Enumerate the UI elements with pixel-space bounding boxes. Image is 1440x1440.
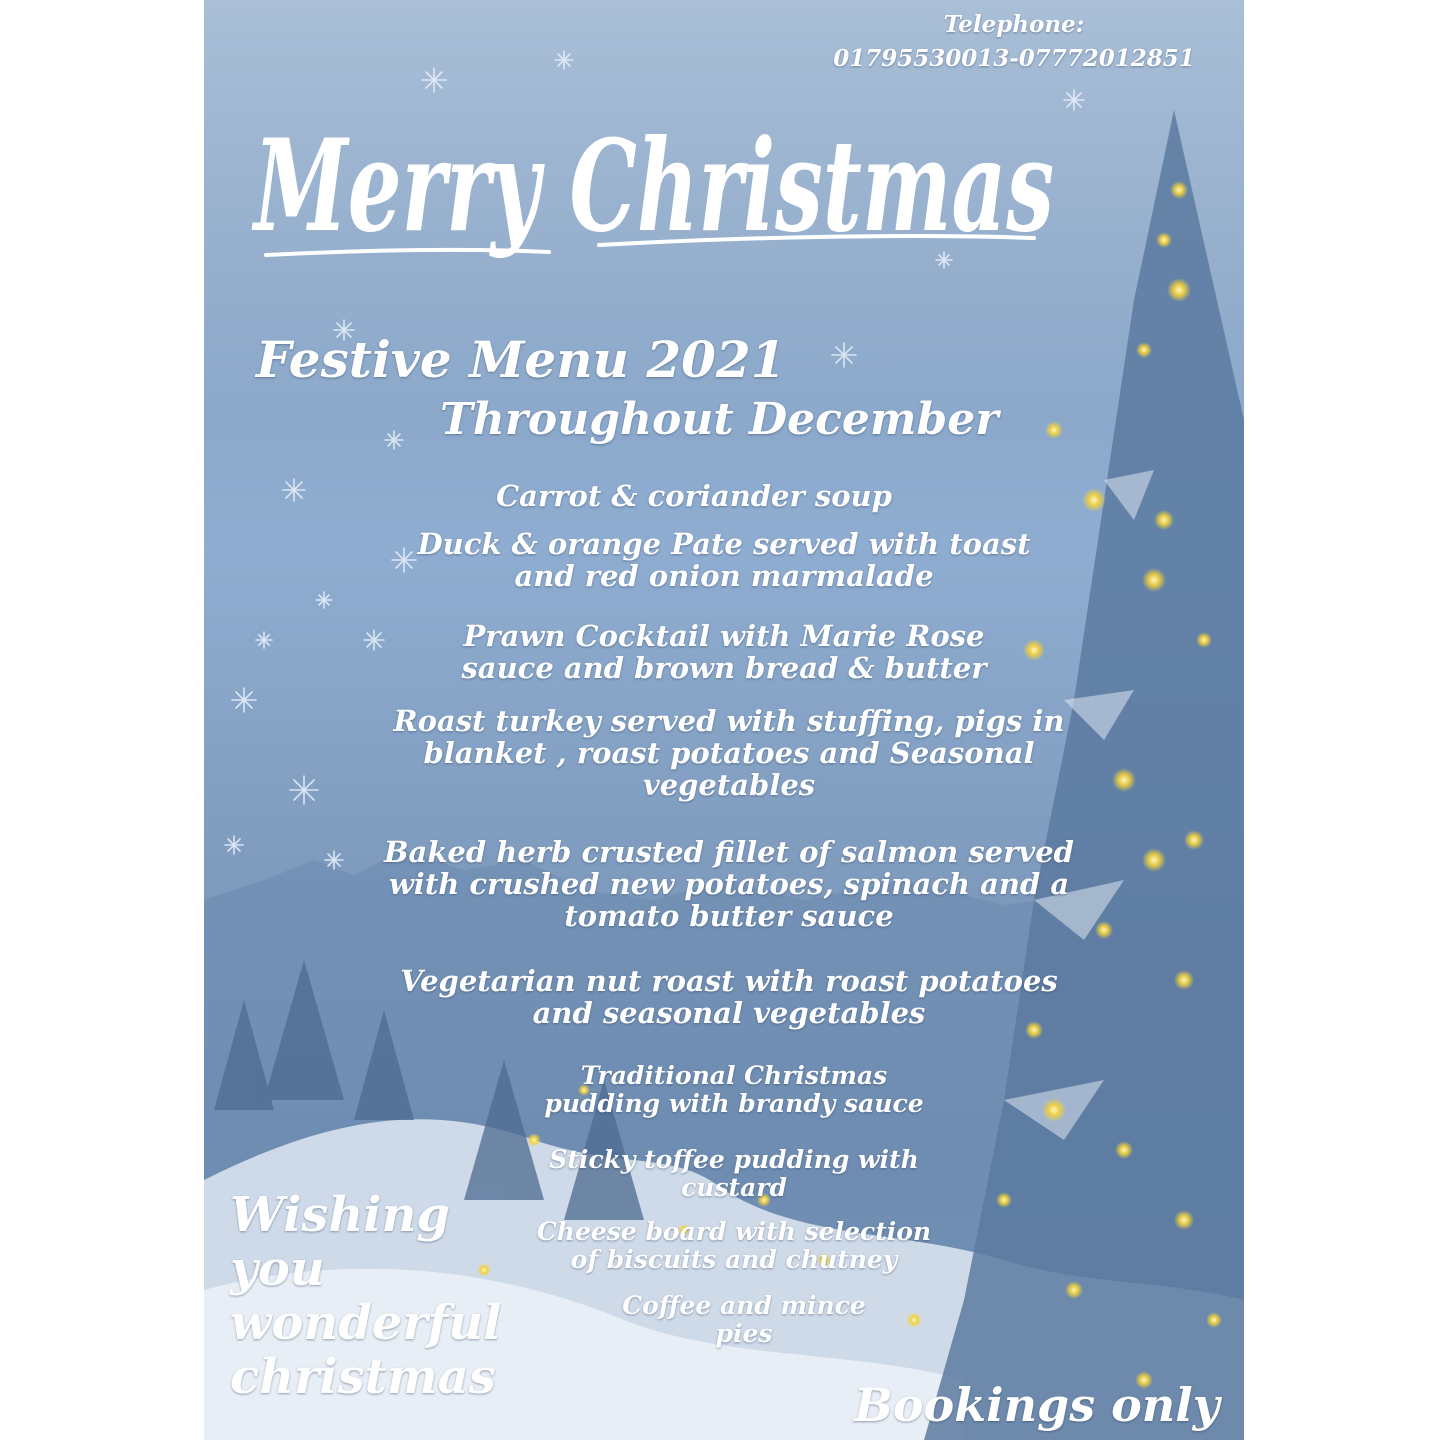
wishing-line: wonderful bbox=[230, 1295, 502, 1351]
wishing-line: you bbox=[230, 1241, 325, 1297]
menu-item: Sticky toffee pudding with custard bbox=[549, 1145, 919, 1202]
menu-item: Cheese board with selection of biscuits and chutney bbox=[536, 1217, 932, 1274]
menu-item: Vegetarian nut roast with roast potatoes and seasonal vegetables bbox=[400, 964, 1058, 1030]
telephone-label: Telephone: bbox=[943, 11, 1085, 38]
menu-item: Roast turkey served with stuffing, pigs in blanket , roast potatoes and Seasonal vegetables bbox=[393, 704, 1065, 802]
menu-poster bbox=[204, 0, 1244, 1440]
menu-item: Coffee and mince pies bbox=[622, 1291, 866, 1348]
telephone-numbers: 01795530013-07772012851 bbox=[833, 45, 1195, 72]
headline: Merry Christmas bbox=[251, 112, 1054, 260]
menu-item: Traditional Christmas pudding with brandy sauce bbox=[544, 1061, 924, 1118]
bookings-only: Bookings only bbox=[854, 1378, 1220, 1432]
menu-item: Carrot & coriander soup bbox=[496, 479, 892, 513]
menu-item: Baked herb crusted fillet of salmon served with crushed new potatoes, spinach and a tomato butter sauce bbox=[384, 835, 1074, 933]
wishing-message bbox=[230, 1188, 530, 1404]
menu-title: Festive Menu 2021 bbox=[256, 330, 786, 389]
wishing-line: christmas bbox=[230, 1349, 496, 1405]
menu-item: Duck & orange Pate served with toast and red onion marmalade bbox=[417, 527, 1031, 593]
telephone-block bbox=[804, 8, 1224, 76]
wishing-line: Wishing bbox=[230, 1187, 450, 1243]
menu-subtitle: Throughout December bbox=[440, 394, 999, 445]
menu-item: Prawn Cocktail with Marie Rose sauce and brown bread & butter bbox=[461, 619, 987, 685]
